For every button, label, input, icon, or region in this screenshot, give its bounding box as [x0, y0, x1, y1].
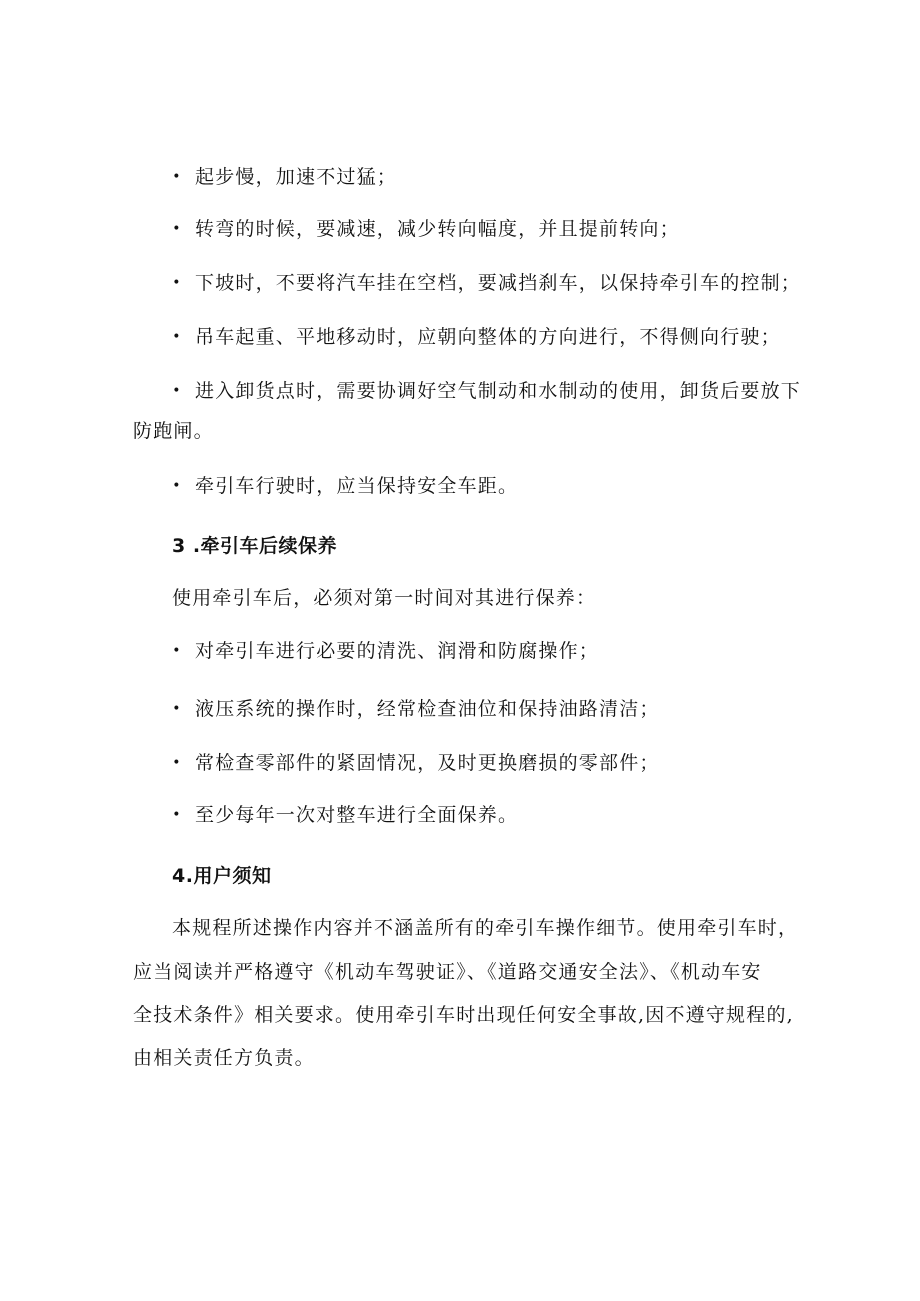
bullet-icon: • — [172, 755, 182, 771]
list-item-text: 对牵引车进行必要的清洗、润滑和防腐操作； — [195, 640, 600, 662]
list-item-text: 进入卸货点时，需要协调好空气制动和水制动的使用，卸货后要放下 — [195, 380, 802, 402]
bullet-icon: • — [172, 169, 182, 185]
section-heading: 4.用户须知 — [172, 865, 272, 887]
list-item-text: 吊车起重、平地移动时，应朝向整体的方向进行，不得侧向行驶； — [195, 326, 781, 348]
list-item-text: 牵引车行驶时，应当保持安全车距。 — [195, 475, 519, 497]
bullet-icon: • — [172, 221, 182, 237]
paragraph-line: 应当阅读并严格遵守《机动车驾驶证》、《道路交通安全法》、《机动车安 — [133, 961, 762, 983]
bullet-icon: • — [172, 478, 182, 494]
bullet-icon: • — [172, 643, 182, 659]
bullet-icon: • — [172, 275, 182, 291]
list-item-text: 转弯的时候，要减速，减少转向幅度，并且提前转向； — [195, 218, 680, 240]
bullet-icon: • — [172, 329, 182, 345]
bullet-icon: • — [172, 383, 182, 399]
bullet-icon: • — [172, 807, 182, 823]
section-heading: 3 .牵引车后续保养 — [172, 535, 338, 557]
list-item-text-continuation: 防跑闸。 — [133, 420, 214, 442]
bullet-icon: • — [172, 701, 182, 717]
list-item-text: 起步慢，加速不过猛； — [195, 166, 398, 188]
list-item-text: 至少每年一次对整车进行全面保养。 — [195, 804, 519, 826]
list-item-text: 液压系统的操作时，经常检查油位和保持油路清洁； — [195, 698, 660, 720]
list-item-text: 下坡时，不要将汽车挂在空档，要减挡刹车，以保持牵引车的控制； — [195, 272, 802, 294]
list-item-text: 常检查零部件的紧固情况，及时更换磨损的零部件； — [195, 752, 660, 774]
section-intro: 使用牵引车后，必须对第一时间对其进行保养： — [172, 587, 597, 609]
paragraph-line: 本规程所述操作内容并不涵盖所有的牵引车操作细节。使用牵引车时， — [172, 917, 799, 939]
paragraph-line: 由相关责任方负责。 — [133, 1047, 315, 1069]
paragraph-line: 全技术条件》相关要求。使用牵引车时出现任何安全事故,因不遵守规程的, — [133, 1004, 794, 1026]
